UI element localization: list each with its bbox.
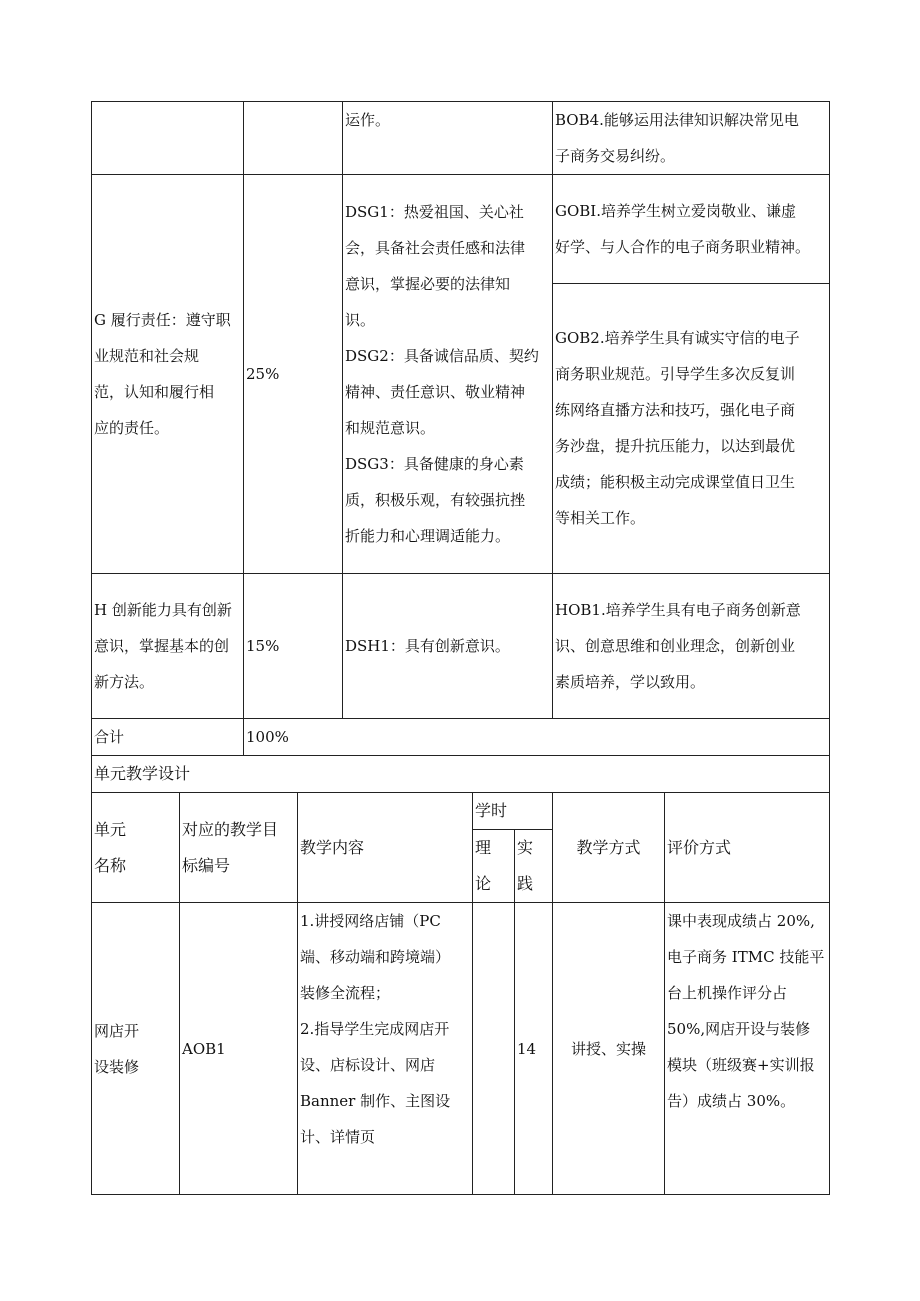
row-b-cell-3: 运作。 bbox=[343, 102, 553, 175]
total-label: 合计 bbox=[92, 719, 244, 756]
table-row bbox=[92, 903, 830, 1195]
row-h-objective: HOB1.培养学生具有电子商务创新意 识、创意思维和创业理念，创新创业 素质培养，学以致用。 bbox=[553, 574, 830, 719]
row-g-weight: 25% bbox=[244, 175, 343, 574]
unit-design-table bbox=[91, 792, 830, 1195]
section-title: 单元教学设计 bbox=[92, 756, 830, 793]
unit-name-cell: 网店开 设装修 bbox=[92, 903, 180, 1195]
total-value: 100% bbox=[244, 719, 830, 756]
row-g-objective-1: GOBI.培养学生树立爱岗敬业、谦虚 好学、与人合作的电子商务职业精神。 bbox=[555, 201, 811, 256]
method-cell: 讲授、实操 bbox=[553, 903, 665, 1195]
header-unit-name: 单元 名称 bbox=[92, 793, 180, 903]
row-g-indicators: DSG1：热爱祖国、关心社 会，具备社会责任感和法律 意识，掌握必要的法律知 识。 DSG2：具备诚信品质、契约 精神、责任意识、敬业精神 和规范意识。 DSG3：具备健康的身心素 质，积极乐观，有较强抗挫 折能力和心理调适能力。 bbox=[343, 175, 553, 574]
evaluation-cell: 课中表现成绩占 20%, 电子商务 ITMC 技能平 台上机操作评分占 50%,网店开设与装修 模块（班级赛+实训报 告）成绩占 30%。 bbox=[665, 903, 830, 1195]
header-objective-code: 对应的教学目 标编号 bbox=[180, 793, 298, 903]
table-row bbox=[92, 102, 830, 175]
table-row bbox=[92, 719, 830, 756]
practice-cell: 14 bbox=[515, 903, 553, 1195]
content-cell: 1.讲授网络店铺（PC 端、移动端和跨境端） 装修全流程； 2.指导学生完成网店开 设、店标设计、网店 Banner 制作、主图设 计、详情页 bbox=[298, 903, 473, 1195]
row-b-cell-2 bbox=[244, 102, 343, 175]
header-hours: 学时 bbox=[473, 793, 553, 830]
row-g-objective-2: GOB2.培养学生具有诚实守信的电子 商务职业规范。引导学生多次反复训 练网络直播方法和技巧，强化电子商 务沙盘，提升抗压能力，以达到最优 成绩；能积极主动完成课堂值日卫生 等相关工作。 bbox=[553, 283, 829, 573]
row-h-title: H 创新能力具有创新 意识，掌握基本的创 新方法。 bbox=[92, 574, 244, 719]
table-row bbox=[92, 756, 830, 793]
row-b-objective: BOB4.能够运用法律知识解决常见电 子商务交易纠纷。 bbox=[553, 102, 830, 175]
header-content: 教学内容 bbox=[298, 793, 473, 903]
row-g-objectives bbox=[553, 175, 829, 573]
row-h-indicator: DSH1：具有创新意识。 bbox=[343, 574, 553, 719]
table-row bbox=[92, 175, 830, 574]
row-g-title: G 履行责任：遵守职 业规范和社会规 范，认知和履行相 应的责任。 bbox=[92, 175, 244, 574]
row-b-cell-1 bbox=[92, 102, 244, 175]
objective-code-cell: AOB1 bbox=[180, 903, 298, 1195]
header-method: 教学方式 bbox=[553, 793, 665, 903]
header-theory: 理 论 bbox=[473, 830, 515, 903]
objectives-table bbox=[91, 101, 830, 793]
header-practice: 实 践 bbox=[515, 830, 553, 903]
theory-cell bbox=[473, 903, 515, 1195]
table-header-row bbox=[92, 793, 830, 830]
table-row bbox=[92, 574, 830, 719]
header-evaluation: 评价方式 bbox=[665, 793, 830, 903]
row-h-weight: 15% bbox=[244, 574, 343, 719]
